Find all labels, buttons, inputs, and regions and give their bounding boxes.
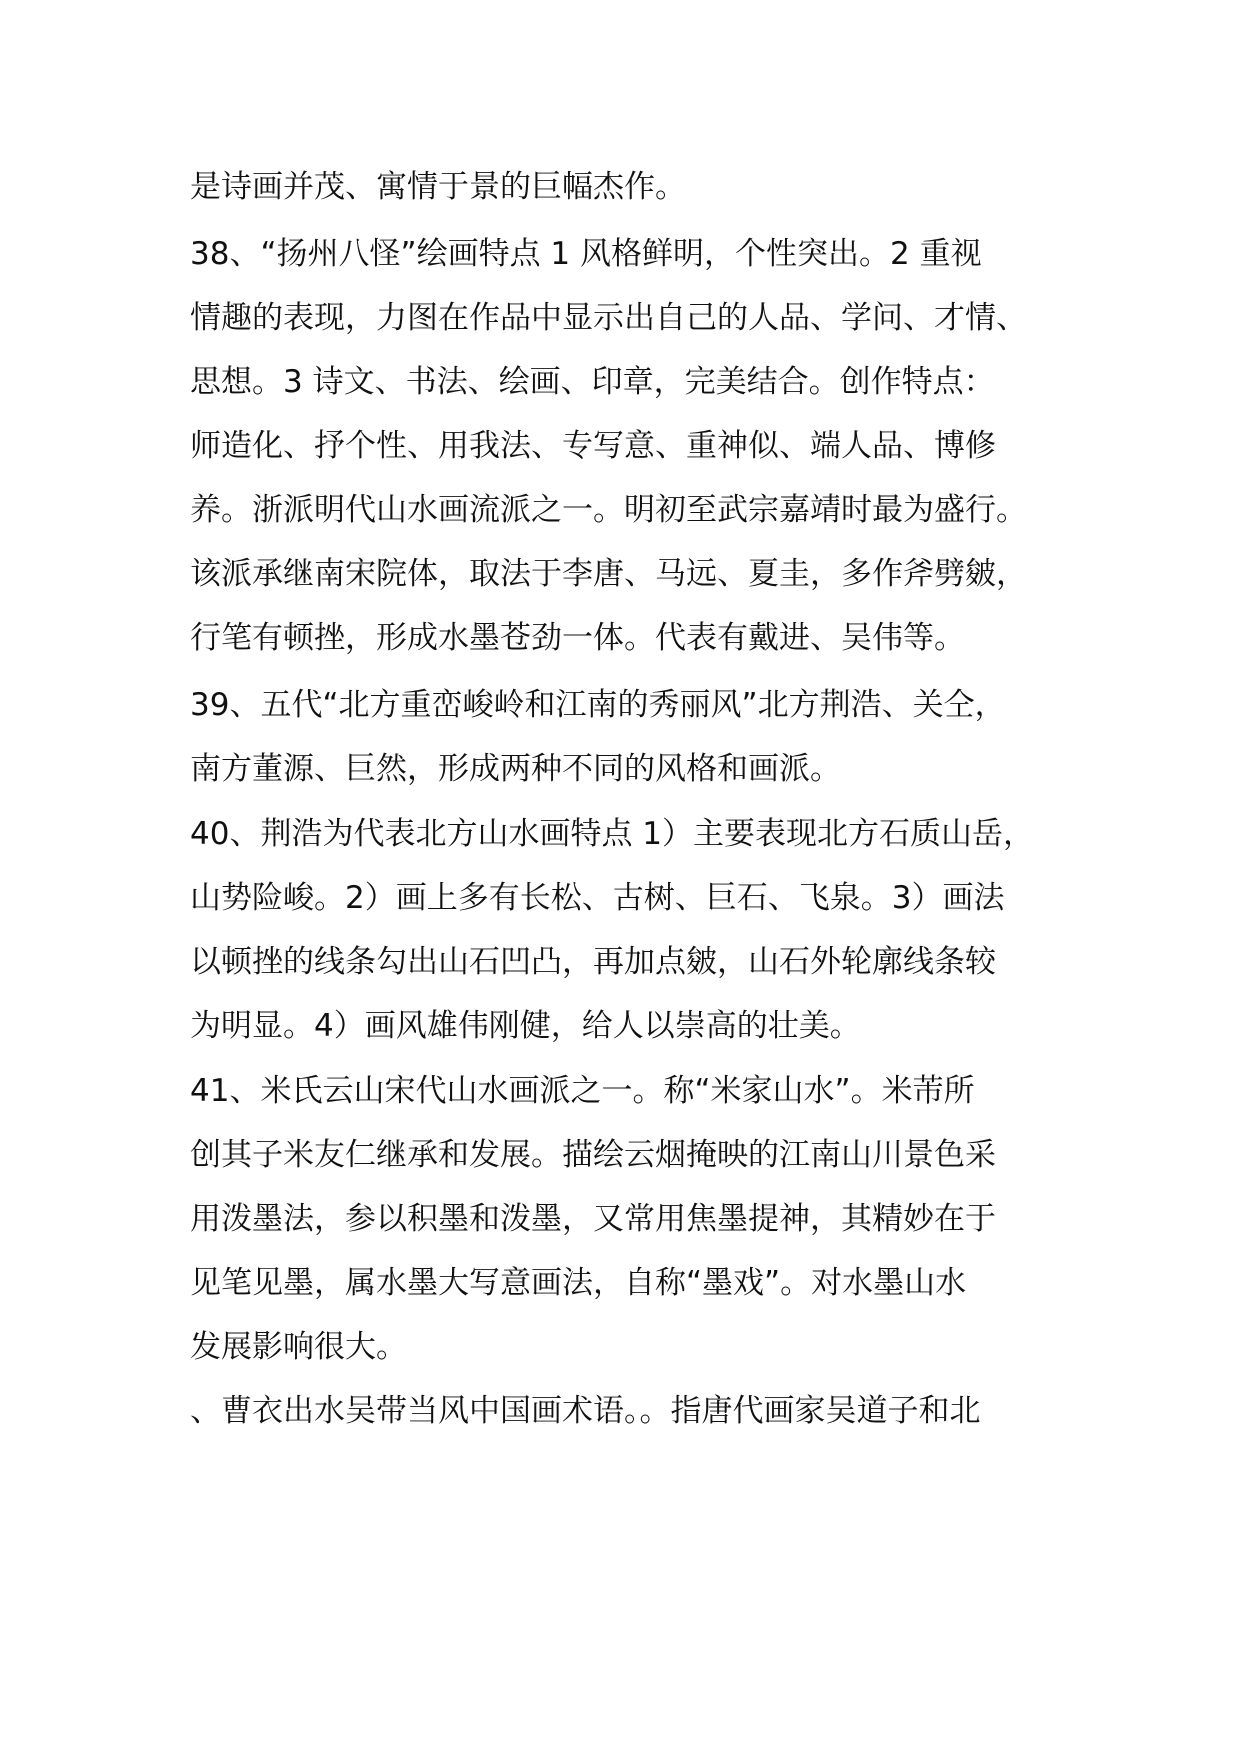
text-line: 情趣的表现，力图在作品中显示出自己的人品、学问、才情、 xyxy=(190,300,1027,336)
text-line: 用泼墨法，参以积墨和泼墨，又常用焦墨提神，其精妙在于 xyxy=(190,1201,996,1237)
text-line: 创其子米友仁继承和发展。描绘云烟掩映的江南山川景色采 xyxy=(190,1137,996,1173)
text-line: 思想。3 诗文、书法、绘画、印章，完美结合。创作特点： xyxy=(190,364,995,400)
text-line: 该派承继南宋院体，取法于李唐、马远、夏圭，多作斧劈皴， xyxy=(190,556,1027,592)
text-line: 40、荆浩为代表北方山水画特点 1）主要表现北方石质山岳， xyxy=(190,816,1035,852)
text-line: 38、“扬州八怪”绘画特点 1 风格鲜明，个性突出。2 重视 xyxy=(190,236,982,272)
text-line: 、曹衣出水吴带当风中国画术语。。指唐代画家吴道子和北 xyxy=(190,1393,981,1429)
text-line: 发展影响很大。 xyxy=(190,1329,407,1365)
text-line: 为明显。4）画风雄伟刚健，给人以崇高的壮美。 xyxy=(190,1008,861,1044)
text-line: 41、米氏云山宋代山水画派之一。称“米家山水”。米芾所 xyxy=(190,1073,975,1109)
text-line: 行笔有顿挫，形成水墨苍劲一体。代表有戴进、吴伟等。 xyxy=(190,620,965,656)
text-line: 养。浙派明代山水画流派之一。明初至武宗嘉靖时最为盛行。 xyxy=(190,492,1027,528)
text-line: 师造化、抒个性、用我法、专写意、重神似、端人品、博修 xyxy=(190,428,996,464)
text-line: 39、五代“北方重峦峻岭和江南的秀丽风”北方荆浩、关仝， xyxy=(190,687,1006,723)
text-line: 是诗画并茂、寓情于景的巨幅杰作。 xyxy=(190,169,686,205)
text-line: 山势险峻。2）画上多有长松、古树、巨石、飞泉。3）画法 xyxy=(190,880,1005,916)
text-line: 南方董源、巨然，形成两种不同的风格和画派。 xyxy=(190,751,841,787)
text-line: 见笔见墨，属水墨大写意画法，自称“墨戏”。对水墨山水 xyxy=(190,1265,967,1301)
text-line: 以顿挫的线条勾出山石凹凸，再加点皴，山石外轮廓线条较 xyxy=(190,944,996,980)
